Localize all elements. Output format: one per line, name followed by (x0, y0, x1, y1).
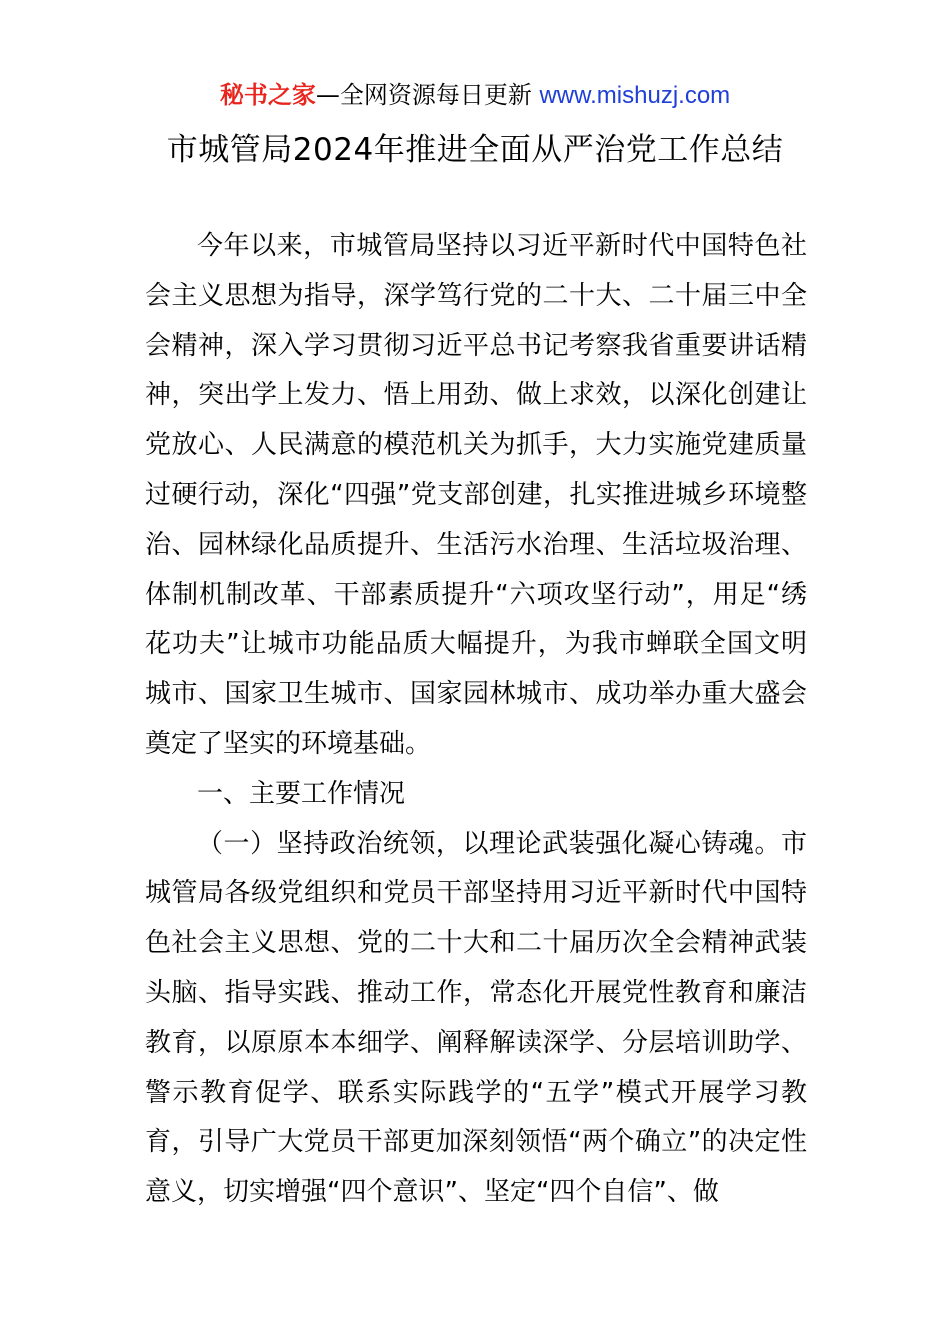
document-title: 市城管局2024年推进全面从严治党工作总结 (166, 132, 784, 168)
site-header (0, 78, 950, 113)
brand-name: 秘书之家 (219, 81, 316, 109)
intro-paragraph: 今年以来，市城管局坚持以习近平新时代中国特色社会主义思想为指导，深学笃行党的二十大、二十届三中全会精神，深入学习贯彻习近平总书记考察我省重要讲话精神，突出学上发力、悟上用劲、做上求效，以深化创建让党放心、人民满意的模范机关为抓手，大力实施党建质量过硬行动，深化“四强”党支部创建，扎实推进城乡环境整治、园林绿化品质提升、生活污水治理、生活垃圾治理、体制机制改革、干部素质提升“六项攻坚行动”，用足“绣花功夫”让城市功能品质大幅提升，为我市蝉联全国文明城市、国家卫生城市、国家园林城市、成功举办重大盛会奠定了坚实的环境基础。 (145, 231, 807, 759)
site-url-link[interactable]: www.mishuzj.com (539, 82, 731, 109)
document-body (145, 222, 807, 1218)
section-heading: 一、主要工作情况 (197, 778, 406, 809)
header-tagline: —全网资源每日更新 (315, 81, 540, 109)
section-paragraph: （一）坚持政治统领，以理论武装强化凝心铸魂。市城管局各级党组织和党员干部坚持用习近平新时代中国特色社会主义思想、党的二十大和二十届历次全会精神武装头脑、指导实践、推动工作，常态化开展党性教育和廉洁教育，以原原本本细学、阐释解读深学、分层培训助学、警示教育促学、联系实际践学的“五学”模式开展学习教育，引导广大党员干部更加深刻领悟“两个确立”的决定性意义，切实增强“四个意识”、坚定“四个自信”、做 (145, 828, 807, 1208)
